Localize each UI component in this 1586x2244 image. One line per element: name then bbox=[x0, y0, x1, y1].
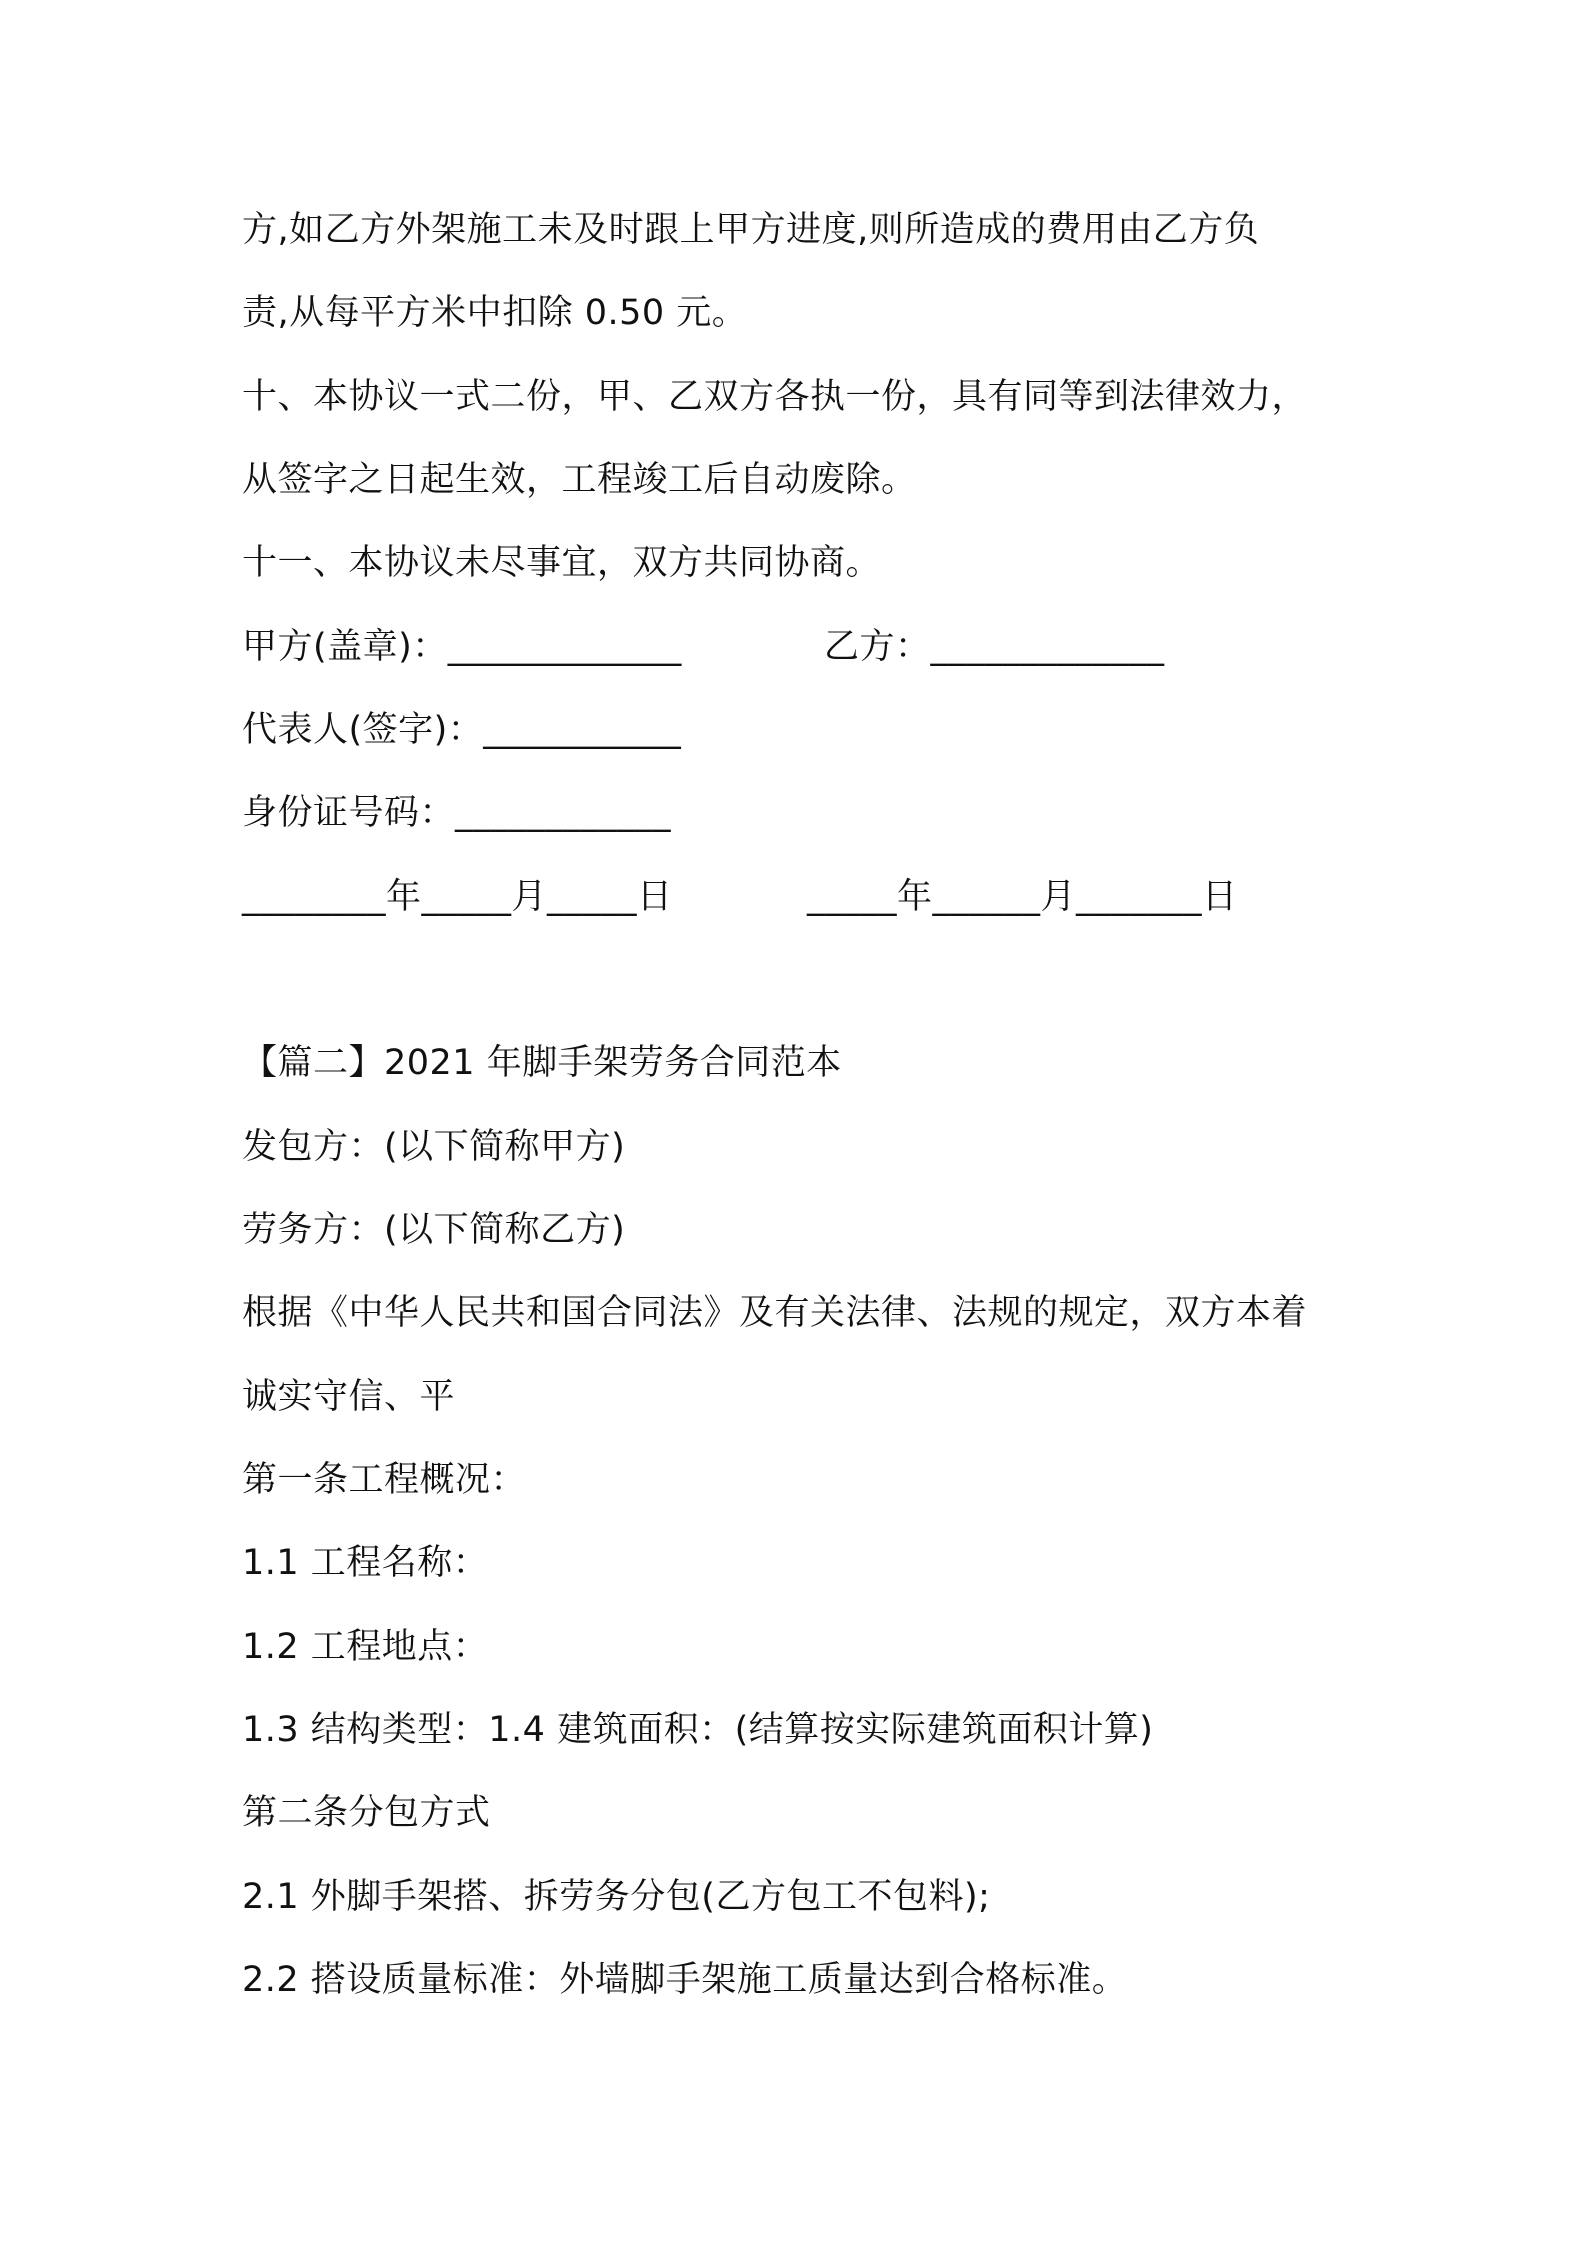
article-heading: 第二条分包方式 bbox=[242, 1793, 491, 1833]
paragraph-line: 从签字之日起生效，工程竣工后自动废除。 bbox=[242, 460, 917, 500]
date-field-party-a: ________年_____月_____日 bbox=[242, 877, 673, 917]
clause-eleven: 十一、本协议未尽事宜，双方共同协商。 bbox=[242, 543, 882, 583]
paragraph-line: 责,从每平方米中扣除 0.50 元。 bbox=[242, 293, 748, 333]
id-number-field: 身份证号码：____________ bbox=[242, 793, 672, 833]
signature-row-date bbox=[242, 875, 1238, 919]
paragraph-line: 诚实守信、平 bbox=[242, 1377, 456, 1417]
party-a-seal-field: 甲方(盖章)：_____________ bbox=[242, 627, 682, 667]
contractor-line: 发包方：(以下简称甲方) bbox=[242, 1127, 626, 1167]
representative-signature-field: 代表人(签字)：___________ bbox=[242, 710, 682, 750]
clause-line: 1.2 工程地点： bbox=[242, 1627, 489, 1667]
clause-ten: 十、本协议一式二份，甲、乙双方各执一份，具有同等到法律效力， bbox=[242, 377, 1308, 417]
section-title: 【篇二】2021 年脚手架劳务合同范本 bbox=[242, 1043, 842, 1083]
party-b-field: 乙方：_____________ bbox=[824, 627, 1165, 667]
article-heading: 第一条工程概况： bbox=[242, 1460, 527, 1500]
clause-line: 1.1 工程名称： bbox=[242, 1543, 489, 1583]
labor-party-line: 劳务方：(以下简称乙方) bbox=[242, 1210, 626, 1250]
paragraph-line: 根据《中华人民共和国合同法》及有关法律、法规的规定，双方本着 bbox=[242, 1293, 1308, 1333]
signature-row-party bbox=[242, 625, 1165, 669]
date-field-party-b: _____年______月_______日 bbox=[807, 877, 1238, 917]
clause-line: 2.2 搭设质量标准：外墙脚手架施工质量达到合格标准。 bbox=[242, 1960, 1128, 2000]
paragraph-line: 方,如乙方外架施工未及时跟上甲方进度,则所造成的费用由乙方负 bbox=[242, 210, 1260, 250]
clause-line: 2.1 外脚手架搭、拆劳务分包(乙方包工不包料); bbox=[242, 1877, 991, 1917]
clause-line: 1.3 结构类型：1.4 建筑面积：(结算按实际建筑面积计算) bbox=[242, 1710, 1154, 1750]
